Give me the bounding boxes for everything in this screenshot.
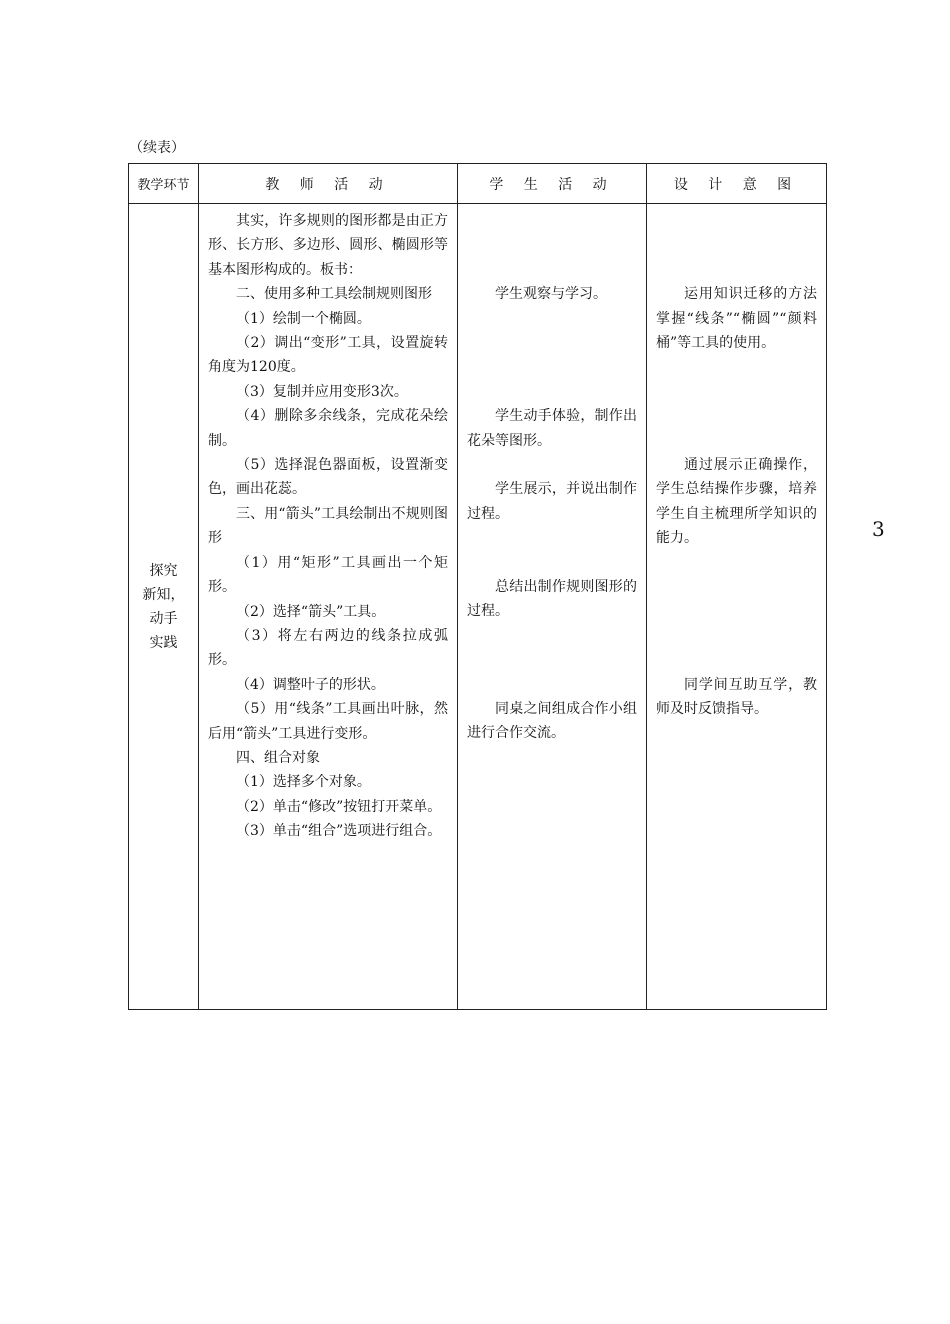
student-activity-cell — [458, 204, 647, 1010]
teacher-step: 四、组合对象 — [236, 749, 320, 766]
design-intent: 运用知识迁移的方法掌握“线条”“椭圆”“颜料桶”等工具的使用。 — [656, 286, 817, 351]
teacher-step: 三、用“箭头”工具绘制出不规则图形 — [208, 505, 448, 547]
design-intent: 通过展示正确操作，学生总结操作步骤，培养学生自主梳理所学知识的能力。 — [656, 456, 817, 547]
stage-line: 动手 — [149, 611, 178, 627]
teacher-step: （1）用“矩形”工具画出一个矩形。 — [208, 554, 448, 596]
stage-line: 新知， — [142, 587, 185, 603]
student-activity: 学生展示，并说出制作过程。 — [467, 481, 637, 522]
page-number: 3 — [872, 517, 885, 541]
header-row — [129, 164, 827, 204]
teacher-step: （2）选择“箭头”工具。 — [236, 603, 386, 620]
teacher-step: （4）调整叶子的形状。 — [236, 676, 385, 693]
header-stage: 教学环节 — [129, 164, 199, 204]
teacher-step: 二、使用多种工具绘制规则图形 — [236, 286, 432, 303]
teacher-step: 其实，许多规则的图形都是由正方形、长方形、多边形、圆形、椭圆形等基本图形构成的。板书： — [208, 213, 448, 278]
stage-line: 探究 — [149, 563, 178, 579]
table-caption: （续表） — [129, 140, 185, 156]
student-activity: 总结出制作规则图形的过程。 — [467, 578, 637, 620]
teacher-step: （2）调出“变形”工具，设置旋转角度为120度。 — [208, 335, 448, 376]
student-activity: 学生观察与学习。 — [495, 286, 607, 303]
stage-cell — [129, 204, 199, 1010]
teacher-step: （1）绘制一个椭圆。 — [236, 310, 371, 327]
design-intent: 同学间互助互学，教师及时反馈指导。 — [656, 676, 817, 717]
header-teacher: 教 师 活 动 — [199, 164, 458, 204]
student-activity: 同桌之间组成合作小组进行合作交流。 — [467, 700, 637, 742]
teacher-step: （5）用“线条”工具画出叶脉，然后用“箭头”工具进行变形。 — [208, 701, 448, 742]
stage-label — [129, 204, 198, 655]
design-intent-cell — [647, 204, 827, 1010]
teacher-step: （1）选择多个对象。 — [236, 774, 371, 791]
body-row — [129, 204, 827, 1010]
teacher-step: （2）单击“修改”按钮打开菜单。 — [236, 798, 442, 815]
teacher-step: （4）删除多余线条，完成花朵绘制。 — [208, 408, 448, 449]
student-activity: 学生动手体验，制作出花朵等图形。 — [467, 408, 637, 449]
teacher-activity-cell — [199, 204, 458, 1010]
teacher-step: （3）将左右两边的线条拉成弧形。 — [208, 627, 448, 669]
header-student: 学 生 活 动 — [458, 164, 647, 204]
lesson-plan-table — [128, 163, 827, 1010]
teacher-step: （3）复制并应用变形3次。 — [236, 383, 408, 400]
header-design: 设 计 意 图 — [647, 164, 827, 204]
teacher-step: （5）选择混色器面板，设置渐变色，画出花蕊。 — [208, 457, 448, 498]
stage-line: 实践 — [149, 635, 178, 651]
teacher-step: （3）单击“组合”选项进行组合。 — [236, 823, 442, 840]
